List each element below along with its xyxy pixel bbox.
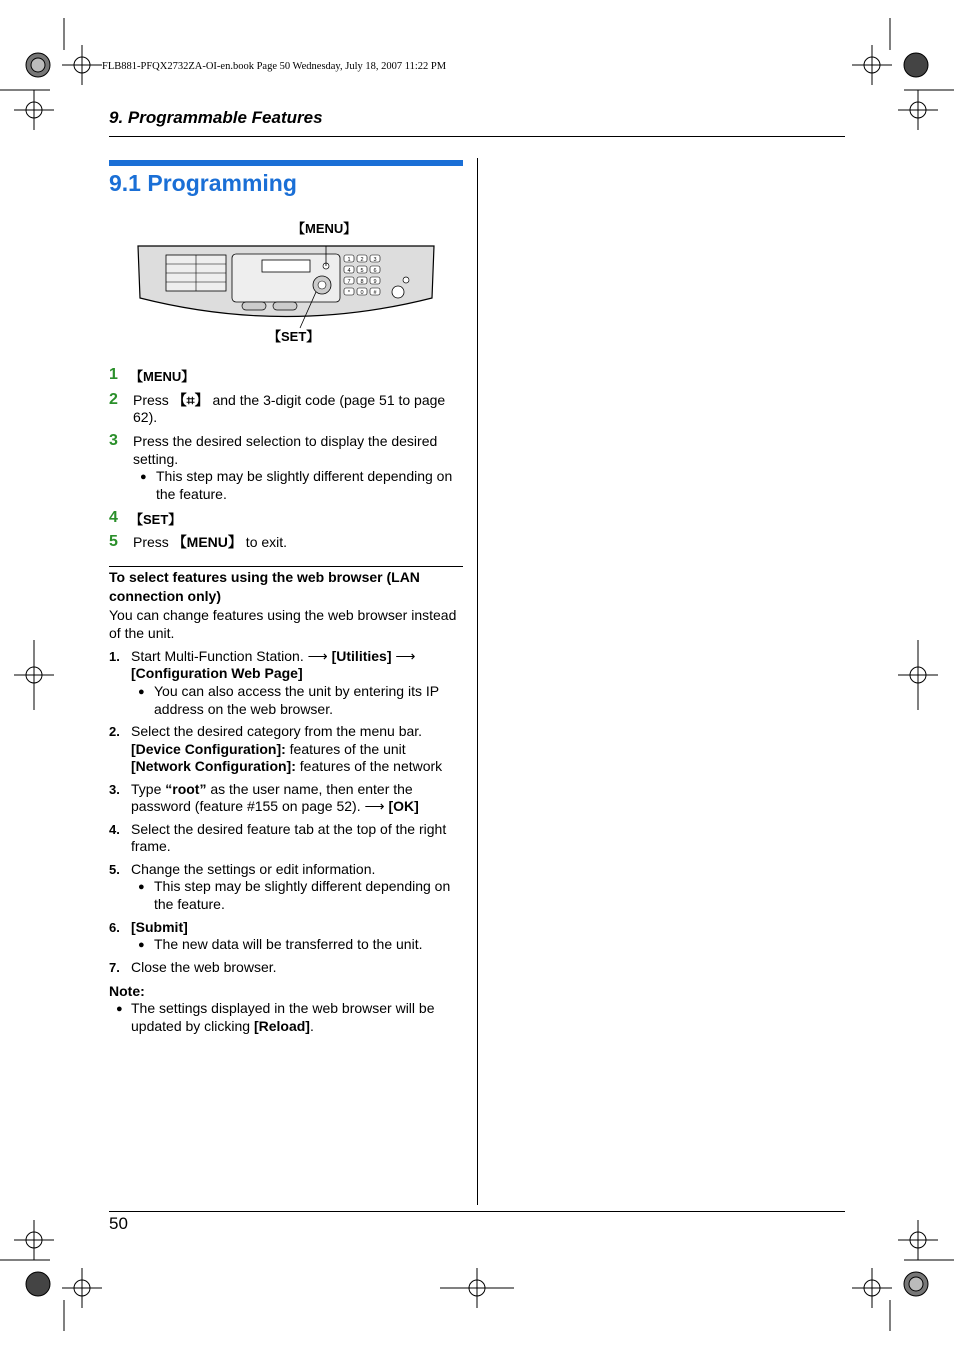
list-number: 1. — [109, 649, 120, 664]
bullet: ● — [116, 1003, 123, 1015]
keypad-key-label: 2 — [360, 257, 364, 263]
arrow-icon: ⟶ — [395, 648, 416, 664]
list-number: 4. — [109, 822, 120, 837]
keypad-key-label: 0 — [360, 290, 364, 296]
step-2-line2: 62). — [133, 409, 158, 425]
header-rule — [109, 136, 845, 137]
list-number: 6. — [109, 920, 120, 935]
web-intro-line1: You can change features using the web browser instead — [109, 607, 457, 623]
arrow-icon: ⟶ — [364, 798, 385, 814]
bullet: ● — [138, 881, 145, 893]
web-heading-line2: connection only) — [109, 588, 221, 604]
bullet: ● — [138, 939, 145, 951]
web-item-5-bullet-line2: the feature. — [154, 896, 225, 912]
control-panel-illustration — [136, 240, 436, 330]
step-1-text: 【MENU】 — [130, 369, 195, 384]
step-3-line2: setting. — [133, 451, 179, 467]
web-item-2-line1: Select the desired category from the menu bar. — [131, 723, 423, 739]
bullet: ● — [138, 686, 145, 698]
web-item-2-line3: [Network Configuration]: features of the network — [131, 758, 443, 774]
reload-key: [Reload] — [253, 1018, 310, 1034]
keypad-key-label: * — [347, 290, 351, 296]
web-item-6-line1: [Submit] — [131, 919, 188, 935]
web-item-4-line1: Select the desired feature tab at the top of the right — [131, 821, 447, 837]
step-3-line1: Press the desired selection to display the desired — [133, 433, 438, 449]
footer-rule — [109, 1211, 845, 1212]
list-number: 2. — [109, 724, 120, 739]
web-item-7-line1: Close the web browser. — [131, 959, 277, 975]
keypad-key-label: 1 — [347, 257, 351, 263]
keypad-key-label: 9 — [373, 279, 377, 285]
web-item-5-bullet-line1: This step may be slightly different depending on — [154, 878, 451, 894]
web-item-6-bullet-line1: The new data will be transferred to the unit. — [154, 936, 423, 952]
section-header: 9. Programmable Features — [109, 108, 323, 127]
arrow-icon: ⟶ — [307, 648, 328, 664]
step-number: 5 — [109, 533, 118, 550]
ok-key: [OK] — [384, 798, 419, 814]
menu-key: 【MENU】 — [172, 534, 242, 550]
list-number: 5. — [109, 862, 120, 877]
note-label: Note: — [109, 983, 145, 999]
utilities-key: [Utilities] — [327, 648, 396, 664]
step-5-text: Press 【MENU】 to exit. — [133, 534, 288, 550]
list-number: 7. — [109, 960, 120, 975]
page-number: 50 — [109, 1214, 128, 1233]
note-line2: updated by clicking [Reload]. — [131, 1018, 314, 1034]
web-heading-line1: To select features using the web browser (LAN — [109, 569, 420, 585]
keypad-key-label: 4 — [347, 268, 351, 274]
step-3-bullet-line2: the feature. — [156, 486, 227, 502]
keypad-key-label: 3 — [373, 257, 377, 263]
print-line: FLB881-PFQX2732ZA-OI-en.book Page 50 Wednesday, July 18, 2007 11:22 PM — [102, 61, 447, 72]
web-intro-line2: of the unit. — [109, 625, 175, 641]
step-4-text: 【SET】 — [130, 512, 182, 527]
list-number: 3. — [109, 782, 120, 797]
keypad-key-label: # — [373, 290, 377, 296]
web-item-1-bullet-line1: You can also access the unit by entering its IP — [154, 683, 440, 699]
bullet: ● — [140, 471, 147, 483]
keypad-key-label: 7 — [347, 279, 351, 285]
step-2-text: Press 【⌗】 and the 3-digit code (page 51 to page — [133, 392, 446, 408]
web-item-3-line2: password (feature #155 on page 52). ⟶ [OK] — [131, 798, 419, 814]
web-item-4-line2: frame. — [131, 838, 171, 854]
keypad-key-label: 8 — [360, 279, 364, 285]
web-item-5-line1: Change the settings or edit information. — [131, 861, 376, 877]
keypad-key-label: 6 — [373, 268, 377, 274]
section-rule — [109, 566, 463, 567]
keypad-key-label: 5 — [360, 268, 364, 274]
step-number: 1 — [109, 366, 118, 383]
web-item-1-bullet-line2: address on the web browser. — [154, 701, 333, 717]
figure-menu-label: 【MENU】 — [292, 221, 357, 236]
hash-key: 【⌗】 — [172, 392, 209, 408]
note-line1: The settings displayed in the web browser will be — [131, 1000, 435, 1016]
page-title: 9.1 Programming — [109, 170, 297, 196]
step-number: 2 — [109, 391, 118, 408]
step-number: 4 — [109, 509, 118, 526]
column-divider — [477, 158, 478, 1205]
web-item-2-line2: [Device Configuration]: features of the unit — [131, 741, 406, 757]
step-3-bullet-line1: This step may be slightly different depending on — [156, 468, 453, 484]
web-item-1-line2: [Configuration Web Page] — [131, 665, 303, 681]
figure-set-label: 【SET】 — [268, 329, 320, 344]
title-bar — [109, 160, 463, 166]
step-number: 3 — [109, 432, 118, 449]
web-item-1-line1: Start Multi-Function Station. ⟶ [Utilities] ⟶ — [131, 648, 416, 664]
web-item-3-line1: Type “root” as the user name, then enter the — [131, 781, 413, 797]
